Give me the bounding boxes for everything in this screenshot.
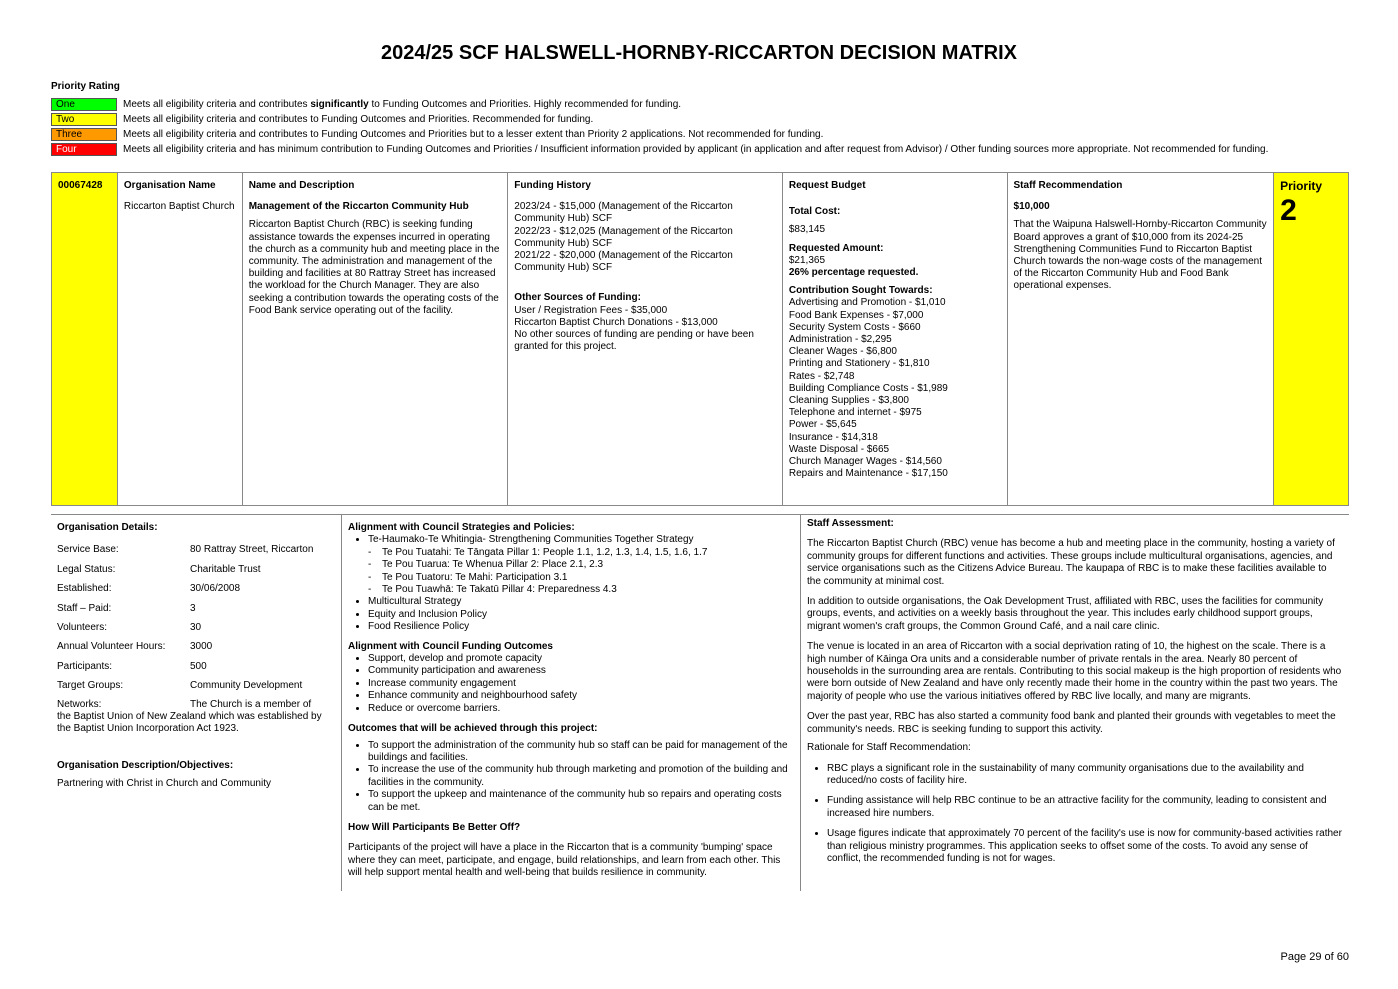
field-label: Staff – Paid: [57, 602, 112, 614]
field-label: Participants: [57, 660, 113, 672]
other-source-item: Riccarton Baptist Church Donations - $13,000 [514, 316, 718, 328]
field-label: Service Base: [57, 544, 119, 556]
field-value: The Church is a member of [190, 698, 312, 710]
assessment-paragraphs [807, 538, 1343, 736]
field-value: 3000 [190, 641, 213, 653]
contribution-item: Repairs and Maintenance - $17,150 [788, 468, 948, 480]
application-id: 00067428 [58, 180, 103, 191]
priority-row-three [51, 127, 823, 141]
contribution-item: Telephone and internet - $975 [788, 407, 922, 419]
field-value: 30 [190, 622, 202, 634]
field-value: 30/06/2008 [190, 583, 241, 595]
outcome-item: • Support, develop and promote capacity [368, 653, 794, 665]
priority-label: Four [51, 143, 117, 156]
contribution-item: Cleaner Wages - $6,800 [788, 346, 897, 358]
organisation-details [51, 515, 342, 891]
contribution-item: Administration - $2,295 [788, 334, 892, 346]
priority-description: Meets all eligibility criteria and contributes to Funding Outcomes and Priorities but to a lesser extent than Priority 2 applications. Not recommended for funding. [123, 128, 824, 140]
field-label: Annual Volunteer Hours: [57, 641, 166, 653]
alignment-section [342, 515, 801, 891]
contribution-item: Building Compliance Costs - $1,989 [788, 382, 948, 394]
contribution-item: Power - $5,645 [788, 419, 857, 431]
field-value: 500 [190, 660, 207, 672]
outcome-item: • Community participation and awareness [368, 665, 794, 677]
priority-cell [1274, 173, 1348, 505]
contribution-item: Rates - $2,748 [788, 370, 855, 382]
application-table [51, 172, 1349, 506]
percentage-requested: 26% percentage requested. [788, 267, 919, 279]
staff-rec-text: That the Waipuna Halswell-Hornby-Riccarton Community Board approves a grant of $10,000 from its 2024-25 Strengthening Communities Fund to Riccarton Baptist Church towards the non-wage costs of the management of the Riccarton Community Hub and Food Bank operational expenses. [1013, 219, 1267, 292]
field-value: 80 Rattray Street, Riccarton [190, 544, 314, 556]
org-field [57, 564, 335, 576]
rationale-header: Rationale for Staff Recommendation: [807, 742, 971, 754]
org-field-networks [57, 699, 335, 711]
priority-row-one [51, 97, 681, 111]
org-header: Organisation Name [123, 180, 216, 191]
funding-history-cell [508, 173, 783, 505]
org-field [57, 583, 335, 595]
outcomes-header: Alignment with Council Funding Outcomes [348, 640, 553, 652]
org-field [57, 622, 335, 634]
requested-amount: $21,365 [788, 254, 826, 266]
total-cost: $83,145 [788, 224, 826, 236]
assessment-paragraph: The venue is located in an area of Riccarton with a social deprivation rating of 10, the highest on the scale. There is a high number of Kāinga Ora units and a considerable number of private rentals in the area. Nearly 80 percent of households in the surrounding area are rentals. Contributing to this social makeup is the high proportion of residents who were born outside of New Zealand and have only recently made their home in the country within the past two years. The majority of people who use the various initiatives offered by RBC live locally, and many are migrants. [807, 641, 1342, 702]
rationale-item: • RBC plays a significant role in the sustainability of many community organisations due to the availability and reduced/no costs of facility hire. [827, 763, 1343, 788]
other-source-item: User / Registration Fees - $35,000 [514, 304, 668, 316]
pillar-item: - Te Pou Tuatahi: Te Tāngata Pillar 1: People 1.1, 1.2, 1.3, 1.4, 1.5, 1.6, 1.7 [382, 547, 794, 559]
other-sources-header: Other Sources of Funding: [514, 292, 641, 304]
assessment-paragraph: The Riccarton Baptist Church (RBC) venue has become a hub and meeting place in the community, hosting a variety of community groups for different functions and activities. These groups include multicultural organisations, agencies, and service organisations such as the Citizens Advice Bureau. The kaupapa of RBC is to make these facilities available to the community at minimal cost. [807, 538, 1335, 587]
field-label: Networks: [57, 698, 102, 710]
priority-label: One [51, 98, 117, 111]
field-label: Target Groups: [57, 680, 124, 692]
details-section [51, 514, 1349, 891]
staff-rec-header: Staff Recommendation [1013, 180, 1123, 191]
rationale-item: • Funding assistance will help RBC continue to be an attractive facility for the community, leading to consistent and increased hire numbers. [827, 795, 1343, 820]
strategy-item: • Multicultural Strategy [368, 596, 794, 608]
total-cost-label: Total Cost: [788, 206, 841, 218]
org-field [57, 603, 335, 615]
request-budget-cell [783, 173, 1008, 505]
org-field [57, 641, 335, 653]
project-name: Management of the Riccarton Community Hub [248, 201, 469, 213]
project-description: Riccarton Baptist Church (RBC) is seeking funding assistance towards the expenses incurred in operating the church as a community hub and meeting place in the community. The administration and management of the building and facilities at 80 Rattray Street has increased the workload for the Church Manager. They are also seeking a contribution towards the operating costs of the Food Bank service operating out of the facility. [248, 219, 500, 316]
strategies-list [348, 534, 794, 596]
strategies-header: Alignment with Council Strategies and Policies: [348, 522, 575, 533]
contribution-item: Security System Costs - $660 [788, 321, 921, 333]
priority-header: Priority [1280, 179, 1323, 193]
org-details-header: Organisation Details: [57, 522, 158, 533]
contribution-item: Food Bank Expenses - $7,000 [788, 309, 924, 321]
org-field [57, 661, 335, 673]
org-desc-header: Organisation Description/Objectives: [57, 759, 234, 771]
contribution-item: Insurance - $14,318 [788, 431, 878, 443]
strategy-item: • Equity and Inclusion Policy [368, 609, 794, 621]
contribution-item: Church Manager Wages - $14,560 [788, 456, 942, 468]
networks-text: the Baptist Union of New Zealand which was established by the Baptist Union Incorporation Act 1923. [57, 711, 322, 735]
achieved-item: • To increase the use of the community hub through marketing and promotion of the building and facilities in the community. [368, 764, 794, 789]
org-fields [57, 544, 335, 692]
description-cell [243, 173, 509, 505]
history-item: 2021/22 - $20,000 (Management of the Riccarton Community Hub) SCF [514, 250, 733, 274]
priority-rating-heading: Priority Rating [51, 81, 120, 92]
organisation-cell [118, 173, 243, 505]
other-source-item: No other sources of funding are pending or have been granted for this project. [514, 329, 754, 353]
staff-rec-amount: $10,000 [1013, 201, 1050, 213]
page-title: 2024/25 SCF HALSWELL-HORNBY-RICCARTON DECISION MATRIX [381, 42, 1017, 64]
contribution-item: Waste Disposal - $665 [788, 443, 890, 455]
field-value: Community Development [190, 680, 303, 692]
other-strategies-list [348, 596, 794, 633]
assessment-header: Staff Assessment: [807, 518, 894, 529]
outcome-item: • Reduce or overcome barriers. [368, 703, 794, 715]
strategy-item: • Te-Haumako-Te Whitingia- Strengthening Communities Together Strategy - Te Pou Tuatahi: Te Tāngata Pillar 1: People 1.1, 1.2, 1.3, 1.4, 1.5, 1.6, 1.7 - Te Pou Tuarua: Te Whenua Pillar 2: Place 2.1, 2.3 - Te Pou Tuatoru: Te Mahi: Participation 3.1 - Te Pou Tuawhā: Te Takatū Pillar 4: Preparedness 4.3 [368, 534, 794, 596]
name-header: Name and Description [248, 180, 355, 191]
field-label: Established: [57, 583, 112, 595]
org-field [57, 544, 335, 556]
outcomes-list [348, 653, 794, 715]
achieved-list [348, 740, 794, 814]
contribution-item: Advertising and Promotion - $1,010 [788, 297, 946, 309]
priority-label: Two [51, 113, 117, 126]
better-off-header: How Will Participants Be Better Off? [348, 821, 521, 833]
assessment-paragraph: In addition to outside organisations, the Oak Development Trust, affiliated with RBC, uses the facilities for community groups, events, and activities on a weekly basis throughout the year. This includes early childhood support groups, migrant women's craft groups, the Common Ground Café, and a nail care clinic. [807, 596, 1324, 632]
contribution-list [789, 297, 1001, 480]
priority-description: Meets all eligibility criteria and contributes significantly to Funding Outcomes and Priorities. Highly recommended for funding. [123, 98, 682, 110]
priority-description: Meets all eligibility criteria and has minimum contribution to Funding Outcomes and Priorities / Insufficient information provided by applicant (in application and after request from Advisor) / Other funding sources more appropriate. Not recommended for funding. [123, 143, 1269, 155]
page-number: Page 29 of 60 [1280, 951, 1349, 963]
contribution-header: Contribution Sought Towards: [788, 285, 933, 297]
achieved-header: Outcomes that will be achieved through this project: [348, 723, 598, 735]
history-header: Funding History [514, 180, 591, 191]
priority-value: 2 [1280, 194, 1297, 228]
staff-recommendation-cell [1008, 173, 1275, 505]
contribution-item: Printing and Stationery - $1,810 [788, 358, 930, 370]
staff-assessment [801, 515, 1349, 891]
pillar-item: - Te Pou Tuawhā: Te Takatū Pillar 4: Preparedness 4.3 [382, 584, 794, 596]
better-off-text: Participants of the project will have a place in the Riccarton that is a community 'bumping' space where they can meet, participate, and engage, build relationships, and learn from each other. This will help support mental health and well-being that builds resilience in community. [348, 842, 781, 879]
strategy-item: • Food Resilience Policy [368, 621, 794, 633]
priority-row-two [51, 112, 593, 126]
pillar-item: - Te Pou Tuarua: Te Whenua Pillar 2: Place 2.1, 2.3 [382, 559, 794, 571]
contribution-item: Cleaning Supplies - $3,800 [788, 395, 909, 407]
pillar-item: - Te Pou Tuatoru: Te Mahi: Participation 3.1 [382, 572, 794, 584]
priority-label: Three [51, 128, 117, 141]
budget-header: Request Budget [788, 180, 866, 191]
field-value: Charitable Trust [190, 563, 261, 575]
rationale-item: • Usage figures indicate that approximately 70 percent of the facility's use is now for community-based activities rather than religious ministry programmes. This application seeks to offset some of the costs. To avoid any sense of conflict, the recommended funding is not for wages. [827, 828, 1343, 865]
org-desc: Partnering with Christ in Church and Community [57, 778, 271, 790]
priority-description: Meets all eligibility criteria and contributes to Funding Outcomes and Priorities. Recommended for funding. [123, 113, 594, 125]
assessment-paragraph: Over the past year, RBC has also started a community food bank and planted their grounds with vegetables to meet the community's needs. RBC is seeking funding to support this activity. [807, 711, 1336, 735]
history-item: 2023/24 - $15,000 (Management of the Riccarton Community Hub) SCF [514, 201, 733, 225]
priority-row-four [51, 142, 1268, 156]
history-item: 2022/23 - $12,025 (Management of the Riccarton Community Hub) SCF [514, 225, 733, 249]
achieved-item: • To support the upkeep and maintenance of the community hub so repairs and operating costs can be met. [368, 789, 794, 814]
field-label: Volunteers: [57, 622, 108, 634]
outcome-item: • Enhance community and neighbourhood safety [368, 690, 794, 702]
org-field [57, 680, 335, 692]
requested-label: Requested Amount: [788, 242, 884, 254]
rationale-list [807, 763, 1343, 866]
outcome-item: • Increase community engagement [368, 678, 794, 690]
application-id-cell [52, 173, 118, 505]
org-name: Riccarton Baptist Church [123, 201, 235, 213]
pillar-list [368, 547, 794, 597]
field-label: Legal Status: [57, 563, 116, 575]
achieved-item: • To support the administration of the community hub so staff can be paid for management of the buildings and facilities. [368, 740, 794, 765]
field-value: 3 [190, 602, 196, 614]
